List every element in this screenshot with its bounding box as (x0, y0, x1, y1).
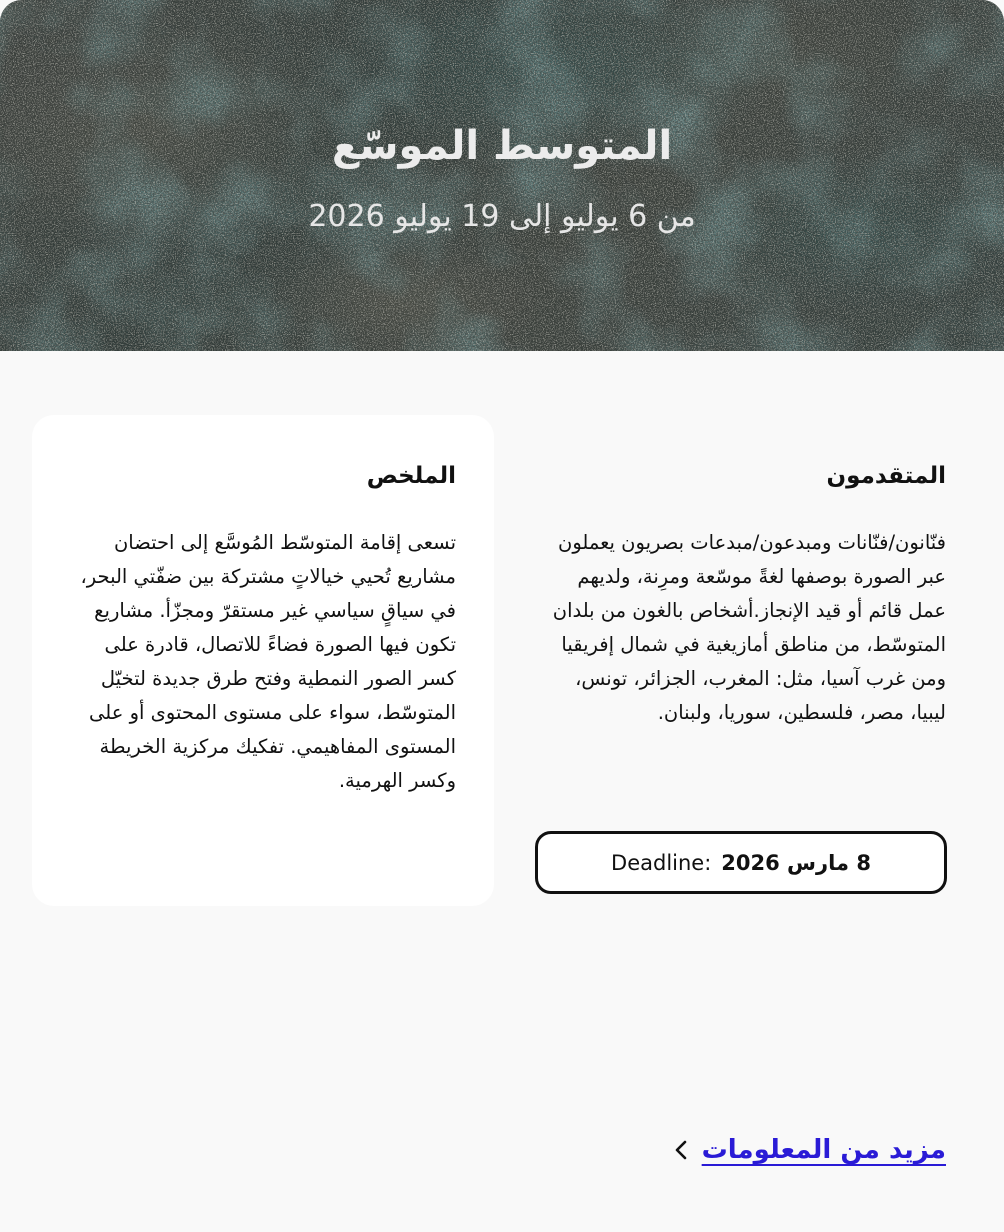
more-info-label: مزيد من المعلومات (701, 1135, 946, 1165)
deadline-label: Deadline: (611, 850, 712, 875)
hero-dates: من 6 يوليو إلى 19 يوليو 2026 (308, 199, 696, 234)
summary-text: تسعى إقامة المتوسّط المُوسَّع إلى احتضان مشاريع تُحيي خيالاتٍ مشتركة بين ضفّتي البحر، في سياقٍ سياسي غير مستقرّ ومجزّأ. مشاريع تكون فيها الصورة فضاءً للاتصال، قادرة على كسر الصور النمطية وفتح طرق جديدة لتخيّل المتوسّط، سواء على مستوى المحتوى أو على المستوى المفاهيمي. تفكيك مركزية الخريطة وكسر الهرمية. (80, 531, 456, 792)
summary-title: الملخص (366, 463, 456, 489)
hero-title: المتوسط الموسّع (331, 123, 673, 169)
deadline-badge (535, 831, 947, 894)
applicants-text: فنّانون/فنّانات ومبدعون/مبدعات بصريون يعملون عبر الصورة بوصفها لغةً موسّعة ومرِنة، ولديهم عمل قائم أو قيد الإنجاز.أشخاص بالغون من بلدان المتوسّط، من مناطق أمازيغية في شمال إفريقيا ومن غرب آسيا، مثل: المغرب، الجزائر، تونس، ليبيا، مصر، فلسطين، سوريا، ولبنان. (552, 531, 946, 724)
hero-banner (0, 0, 1004, 351)
summary-box (32, 415, 494, 906)
deadline-value: 8 مارس 2026 (721, 850, 871, 875)
summary-section (72, 456, 456, 798)
chevron-left-icon (674, 1139, 688, 1161)
more-info-link[interactable] (674, 1128, 946, 1172)
applicants-section (534, 456, 946, 730)
applicants-title: المتقدمون (826, 463, 946, 489)
